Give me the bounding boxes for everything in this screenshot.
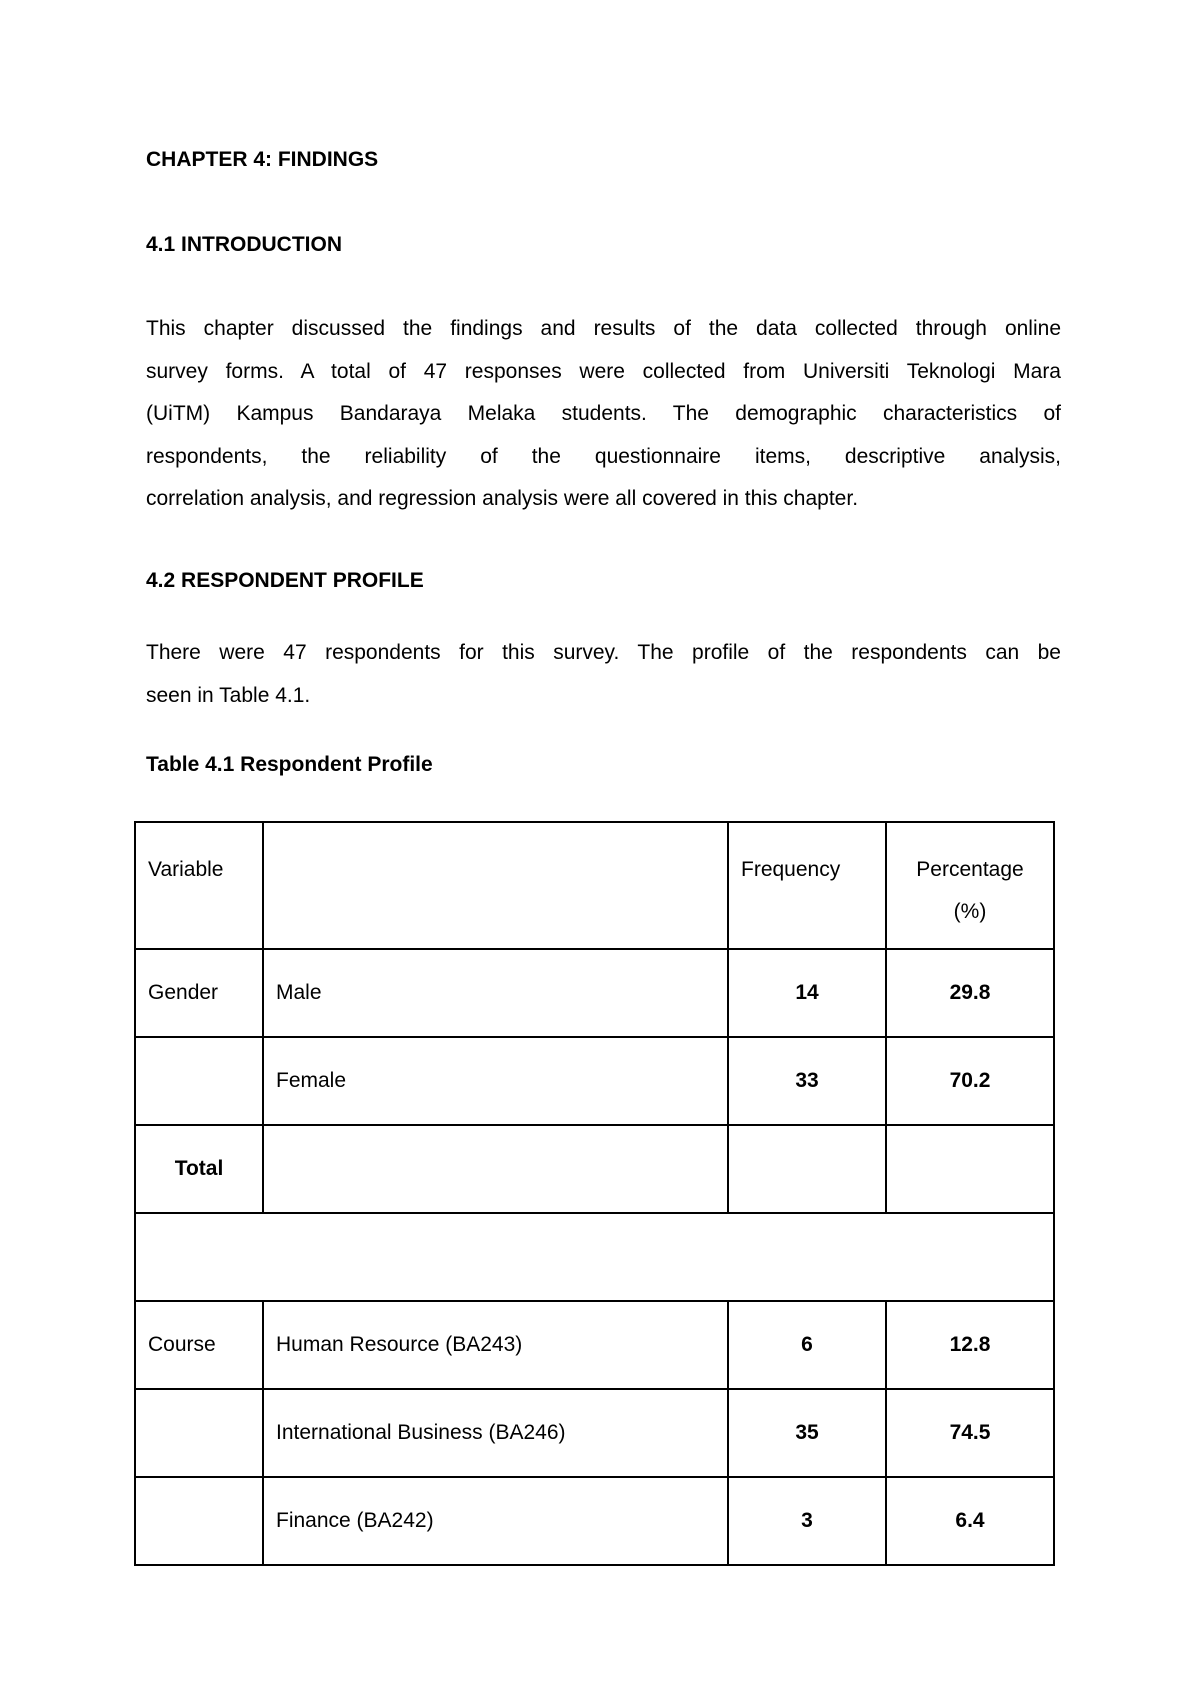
cell-category: Male (263, 949, 728, 1037)
paragraph-line: respondents, the reliability of the questionnaire items, descriptive analysis, (146, 444, 1061, 468)
table-row (135, 1389, 1054, 1477)
cell-percentage: 74.5 (886, 1389, 1054, 1477)
table-row (135, 949, 1054, 1037)
cell-category (263, 1125, 728, 1213)
cell-category: Female (263, 1037, 728, 1125)
header-variable: Variable (135, 822, 263, 949)
paragraph-line: seen in Table 4.1. (146, 683, 311, 707)
table-row (135, 1477, 1054, 1565)
table-row (135, 1301, 1054, 1389)
cell-frequency (728, 1125, 886, 1213)
header-percentage: Percentage (%) (886, 822, 1054, 949)
respondent-profile-table (134, 821, 1055, 1566)
cell-variable (135, 1477, 263, 1565)
respondent-profile-paragraph (146, 632, 1061, 717)
table-row (135, 1037, 1054, 1125)
cell-percentage (886, 1125, 1054, 1213)
section-heading-respondent-profile: 4.2 RESPONDENT PROFILE (146, 569, 424, 592)
cell-frequency: 35 (728, 1389, 886, 1477)
cell-variable (135, 1037, 263, 1125)
cell-frequency: 3 (728, 1477, 886, 1565)
table-spacer-row (135, 1213, 1054, 1301)
cell-variable: Gender (135, 949, 263, 1037)
paragraph-line: There were 47 respondents for this survey. The profile of the respondents can be (146, 641, 1061, 664)
cell-frequency: 6 (728, 1301, 886, 1389)
cell-variable (135, 1389, 263, 1477)
cell-category: Finance (BA242) (263, 1477, 728, 1565)
cell-frequency: 33 (728, 1037, 886, 1125)
cell-variable: Course (135, 1301, 263, 1389)
cell-percentage: 29.8 (886, 949, 1054, 1037)
table-header-row (135, 822, 1054, 949)
cell-variable-total: Total (135, 1125, 263, 1213)
chapter-title: CHAPTER 4: FINDINGS (146, 148, 379, 171)
paragraph-line: This chapter discussed the findings and results of the data collected through online (146, 317, 1061, 340)
cell-frequency: 14 (728, 949, 886, 1037)
cell-percentage: 12.8 (886, 1301, 1054, 1389)
table-row-total (135, 1125, 1054, 1213)
section-heading-introduction: 4.1 INTRODUCTION (146, 233, 343, 256)
header-category (263, 822, 728, 949)
header-frequency: Frequency (728, 822, 886, 949)
paragraph-line: (UiTM) Kampus Bandaraya Melaka students. The demographic characteristics of (146, 402, 1061, 425)
empty-merged-cell (135, 1213, 1054, 1301)
cell-category: Human Resource (BA243) (263, 1301, 728, 1389)
introduction-paragraph (146, 308, 1061, 521)
cell-percentage: 70.2 (886, 1037, 1054, 1125)
paragraph-line: survey forms. A total of 47 responses were collected from Universiti Teknologi Mara (146, 359, 1061, 383)
table-caption: Table 4.1 Respondent Profile (146, 753, 433, 776)
cell-percentage: 6.4 (886, 1477, 1054, 1565)
paragraph-line: correlation analysis, and regression analysis were all covered in this chapter. (146, 487, 859, 510)
cell-category: International Business (BA246) (263, 1389, 728, 1477)
